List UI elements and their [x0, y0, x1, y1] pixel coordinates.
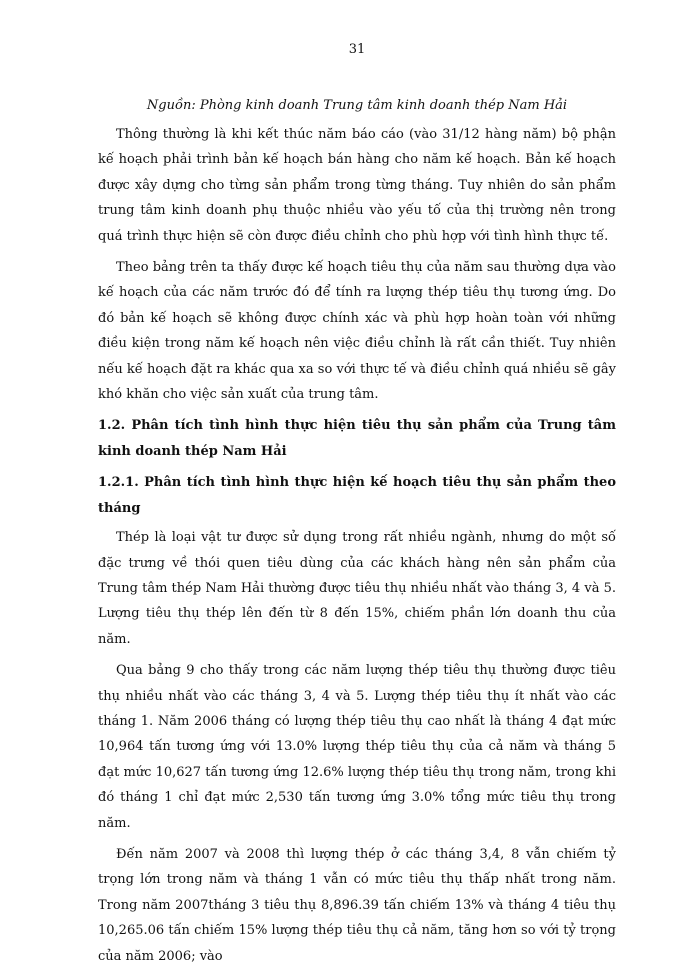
paragraph-2007-2008: Đến năm 2007 và 2008 thì lượng thép ở các tháng 3,4, 8 vẫn chiếm tỷ trọng lớn trong năm và tháng 1 vẫn có mức tiêu thụ thấp nhất trong năm. Trong năm 2007tháng 3 tiêu thụ 8,896.39 tấn chiếm 13% và tháng 4 tiêu thụ 10,265.06 tấn chiếm 15% lượng thép tiêu thụ cả năm, tăng hơn so với tỷ trọng của năm 2006; vào: [98, 846, 616, 964]
paragraph-table9-analysis: Qua bảng 9 cho thấy trong các năm lượng thép tiêu thụ thường được tiêu thụ nhiều nhất vào các tháng 3, 4 và 5. Lượng thép tiêu thụ ít nhất vào các tháng 1. Năm 2006 tháng có lượng thép tiêu thụ cao nhất là tháng 4 đạt mức 10,964 tấn tương ứng với 13.0% lượng thép tiêu thụ của cả năm và tháng 5 đạt mức 10,627 tấn tương ứng 12.6% lượng thép tiêu thụ trong năm, trong khi đó tháng 1 chỉ đạt mức 2,530 tấn tương ứng 3.0% tổng mức tiêu thụ trong năm.: [98, 663, 616, 831]
paragraph-plan-adjustment: Theo bảng trên ta thấy được kế hoạch tiêu thụ của năm sau thường dựa vào kế hoạch của các năm trước đó để tính ra lượng thép tiêu thụ tương ứng. Do đó bản kế hoạch sẽ không được chính xác và phù hợp hoàn toàn với những điều kiện trong năm kế hoạch nên việc điều chỉnh là rất cần thiết. Tuy nhiên nếu kế hoạch đặt ra khác qua xa so với thực tế và điều chỉnh quá nhiều sẽ gây khó khăn cho việc sản xuất của trung tâm.: [98, 260, 616, 403]
paragraph-steel-consumption: Thép là loại vật tư được sử dụng trong rất nhiều ngành, nhưng do một số đặc trưng về thói quen tiêu dùng của các khách hàng nên sản phẩm của Trung tâm thép Nam Hải thường được tiêu thụ nhiều nhất vào tháng 3, 4 và 5. Lượng tiêu thụ thép lên đến từ 8 đến 15%, chiếm phần lớn doanh thu của năm.: [98, 530, 616, 647]
source-note: Nguồn: Phòng kinh doanh Trung tâm kinh doanh thép Nam Hải: [146, 98, 568, 113]
paragraph-sales-plan: Thông thường là khi kết thúc năm báo cáo (vào 31/12 hàng năm) bộ phận kế hoạch phải trình bản kế hoạch bán hàng cho năm kế hoạch. Bản kế hoạch được xây dựng cho từng sản phẩm trong từng tháng. Tuy nhiên do sản phẩm trung tâm kinh doanh phụ thuộc nhiều vào yếu tố của thị trường nên trong quá trình thực hiện sẽ còn được điều chỉnh cho phù hợp với tình hình thực tế.: [98, 127, 616, 244]
page-content: [98, 93, 616, 975]
section-heading: 1.2. Phân tích tình hình thực hiện tiêu thụ sản phẩm của Trung tâm kinh doanh thép Nam Hải: [98, 418, 616, 459]
page-number: 31: [348, 42, 366, 57]
subsection-heading: 1.2.1. Phân tích tình hình thực hiện kế hoạch tiêu thụ sản phẩm theo tháng: [98, 475, 616, 516]
